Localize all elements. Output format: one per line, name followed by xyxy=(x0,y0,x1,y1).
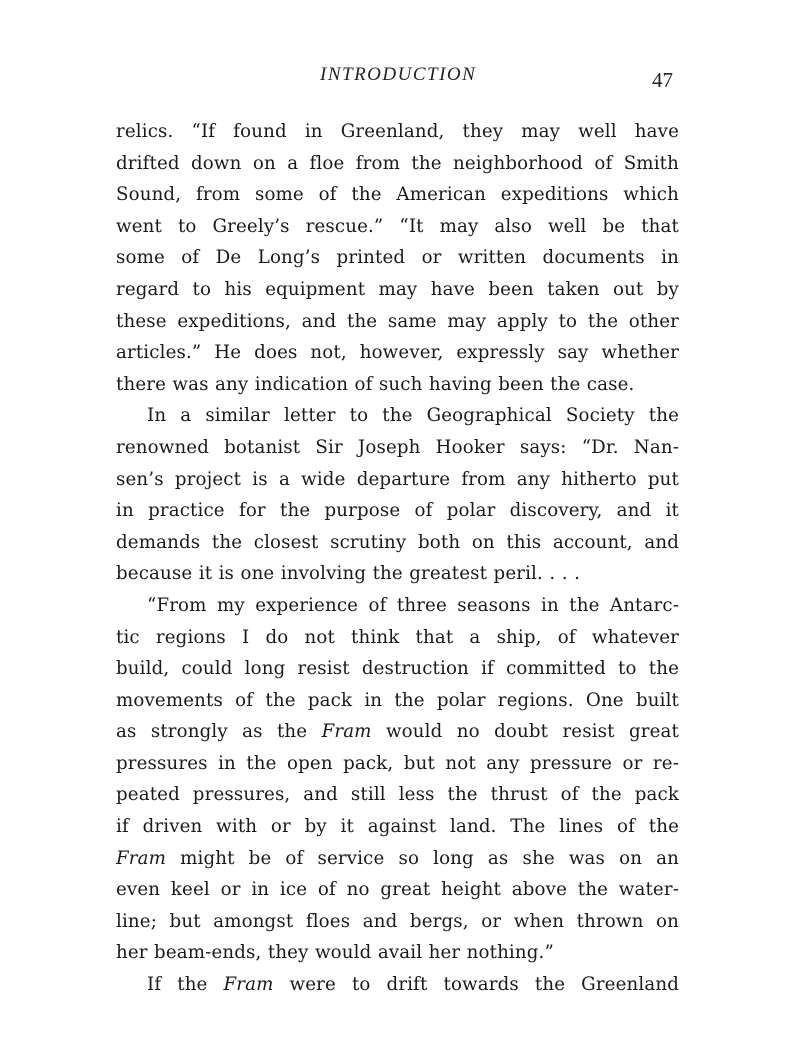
text-line: in practice for the purpose of polar discovery, and it xyxy=(116,500,679,522)
running-head xyxy=(0,64,800,94)
text-run: would no doubt resist great xyxy=(371,721,679,743)
text-line: sen’s project is a wide departure from any hitherto put xyxy=(116,468,679,490)
text-line: Sound, from some of the American expeditions which xyxy=(116,184,679,206)
text-line: regard to his equipment may have been taken out by xyxy=(116,278,679,300)
text-line xyxy=(116,716,679,748)
text-run: as strongly as the xyxy=(116,721,322,743)
text-line: even keel or in ice of no great height above the water- xyxy=(116,879,679,901)
text-line: peated pressures, and still less the thrust of the pack xyxy=(116,784,679,806)
text-line: build, could long resist destruction if committed to the xyxy=(116,658,679,680)
body-text xyxy=(116,116,679,1001)
text-line: if driven with or by it against land. The lines of the xyxy=(116,816,679,838)
text-line: movements of the pack in the polar regions. One built xyxy=(116,689,679,711)
page-title: INTRODUCTION xyxy=(320,64,477,85)
text-line: because it is one involving the greatest peril. . . . xyxy=(116,563,581,585)
page-number: 47 xyxy=(652,68,673,92)
text-run: might be of service so long as she was on an xyxy=(166,847,679,869)
text-line: drifted down on a floe from the neighborhood of Smith xyxy=(116,152,679,174)
text-line xyxy=(116,843,679,875)
text-line: these expeditions, and the same may apply to the other xyxy=(116,310,679,332)
text-run: If the xyxy=(147,974,224,996)
text-line: In a similar letter to the Geographical Society the xyxy=(147,405,679,427)
ship-name: Fram xyxy=(116,847,167,869)
text-line: line; but amongst floes and bergs, or when thrown on xyxy=(116,910,679,932)
text-line: renowned botanist Sir Joseph Hooker says: “Dr. Nan- xyxy=(116,436,679,458)
text-run: were to drift towards the Greenland xyxy=(273,974,679,996)
text-line xyxy=(116,969,679,1001)
ship-name: Fram xyxy=(321,721,372,743)
text-line: went to Greely’s rescue.” “It may also well be that xyxy=(116,215,679,237)
ship-name: Fram xyxy=(223,974,274,996)
text-line: tic regions I do not think that a ship, of whatever xyxy=(116,626,679,648)
text-line: relics. “If found in Greenland, they may well have xyxy=(116,121,679,142)
text-line: there was any indication of such having been the case. xyxy=(116,373,635,395)
text-line: “From my experience of three seasons in the Antarc- xyxy=(147,594,679,616)
text-line: her beam-ends, they would avail her nothing.” xyxy=(116,942,554,964)
text-line: demands the closest scrutiny both on this account, and xyxy=(116,531,679,553)
text-line: articles.” He does not, however, expressly say whether xyxy=(116,342,679,364)
text-line: pressures in the open pack, but not any pressure or re- xyxy=(116,752,679,774)
text-line: some of De Long’s printed or written documents in xyxy=(116,247,679,269)
